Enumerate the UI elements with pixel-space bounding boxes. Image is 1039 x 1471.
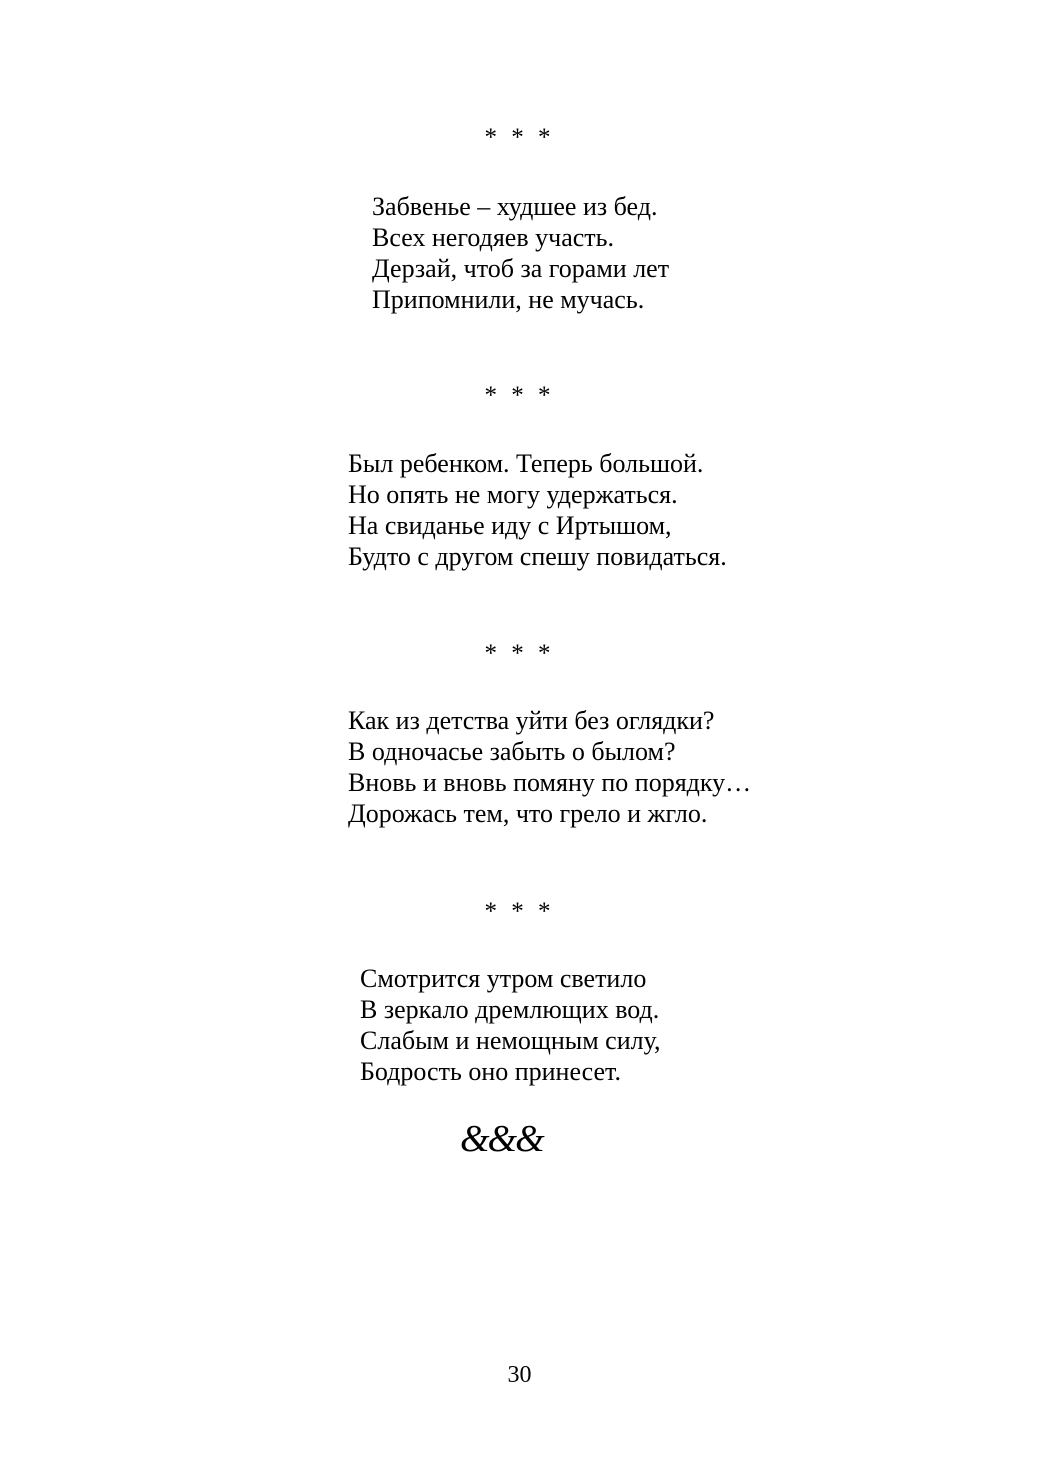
stanza-separator: * * * [484,124,555,151]
poem-line: В одночасье забыть о былом? [348,737,676,766]
stanza-separator: * * * [484,382,555,409]
poem-line: Вновь и вновь помяну по порядку… [348,768,752,797]
poem-line: В зеркало дремлющих вод. [360,995,660,1024]
stanza-separator: * * * [484,640,555,667]
poem-stanza [372,191,669,315]
poem-line: Был ребенком. Теперь большой. [348,449,704,478]
poem-line: Всех негодяев участь. [372,223,614,252]
poem-line: Как из детства уйти без оглядки? [348,706,715,735]
ornament-divider: &&& [460,1118,543,1160]
poem-line: Забвенье – худшее из бед. [372,192,658,221]
poem-line: Но опять не могу удержаться. [348,480,678,509]
poem-line: Слабым и немощным силу, [360,1026,661,1055]
poem-line: Дерзай, чтоб за горами лет [372,254,670,283]
poem-stanza [348,705,751,829]
page-number: 30 [507,1362,532,1388]
poem-line: На свиданье иду с Иртышом, [348,511,672,540]
stanza-separator: * * * [484,898,555,925]
poem-stanza [348,448,727,572]
poem-stanza [360,963,661,1087]
poem-line: Дорожась тем, что грело и жгло. [348,799,708,828]
poem-line: Будто с другом спешу повидаться. [348,542,727,571]
poem-line: Бодрость оно принесет. [360,1057,621,1086]
poem-line: Смотрится утром светило [360,964,647,993]
poem-line: Припомнили, не мучась. [372,285,645,314]
